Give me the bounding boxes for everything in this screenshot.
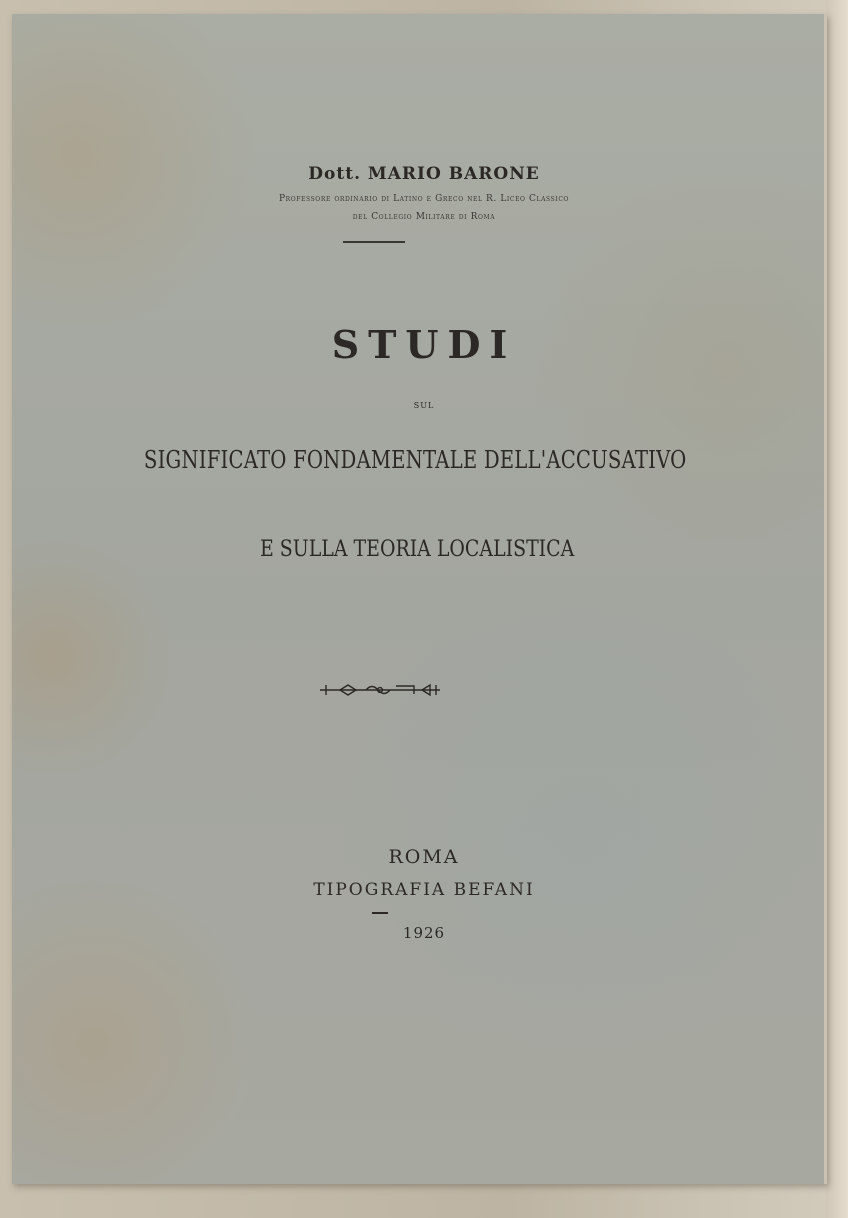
author-affiliation-line-1: Professore ordinario di Latino e Greco nel R. Liceo Classico bbox=[278, 194, 570, 204]
divider-rule bbox=[343, 241, 405, 243]
title-connector: sul bbox=[413, 397, 435, 411]
author-name: Dott. MARIO BARONE bbox=[308, 164, 540, 184]
small-dash-divider bbox=[372, 912, 388, 914]
subtitle-line-1: SIGNIFICATO FONDAMENTALE DELL'ACCUSATIVO bbox=[143, 446, 687, 474]
publication-place: ROMA bbox=[388, 846, 460, 868]
ornament-flourish-icon bbox=[318, 682, 442, 698]
publication-year: 1926 bbox=[402, 924, 446, 942]
book-title: STUDI bbox=[331, 322, 517, 367]
book-cover bbox=[12, 14, 827, 1184]
publisher-name: TIPOGRAFIA BEFANI bbox=[313, 880, 535, 900]
subtitle-line-2: E SULLA TEORIA LOCALISTICA bbox=[259, 537, 575, 562]
author-affiliation-line-2: del Collegio Militare di Roma bbox=[352, 212, 496, 222]
